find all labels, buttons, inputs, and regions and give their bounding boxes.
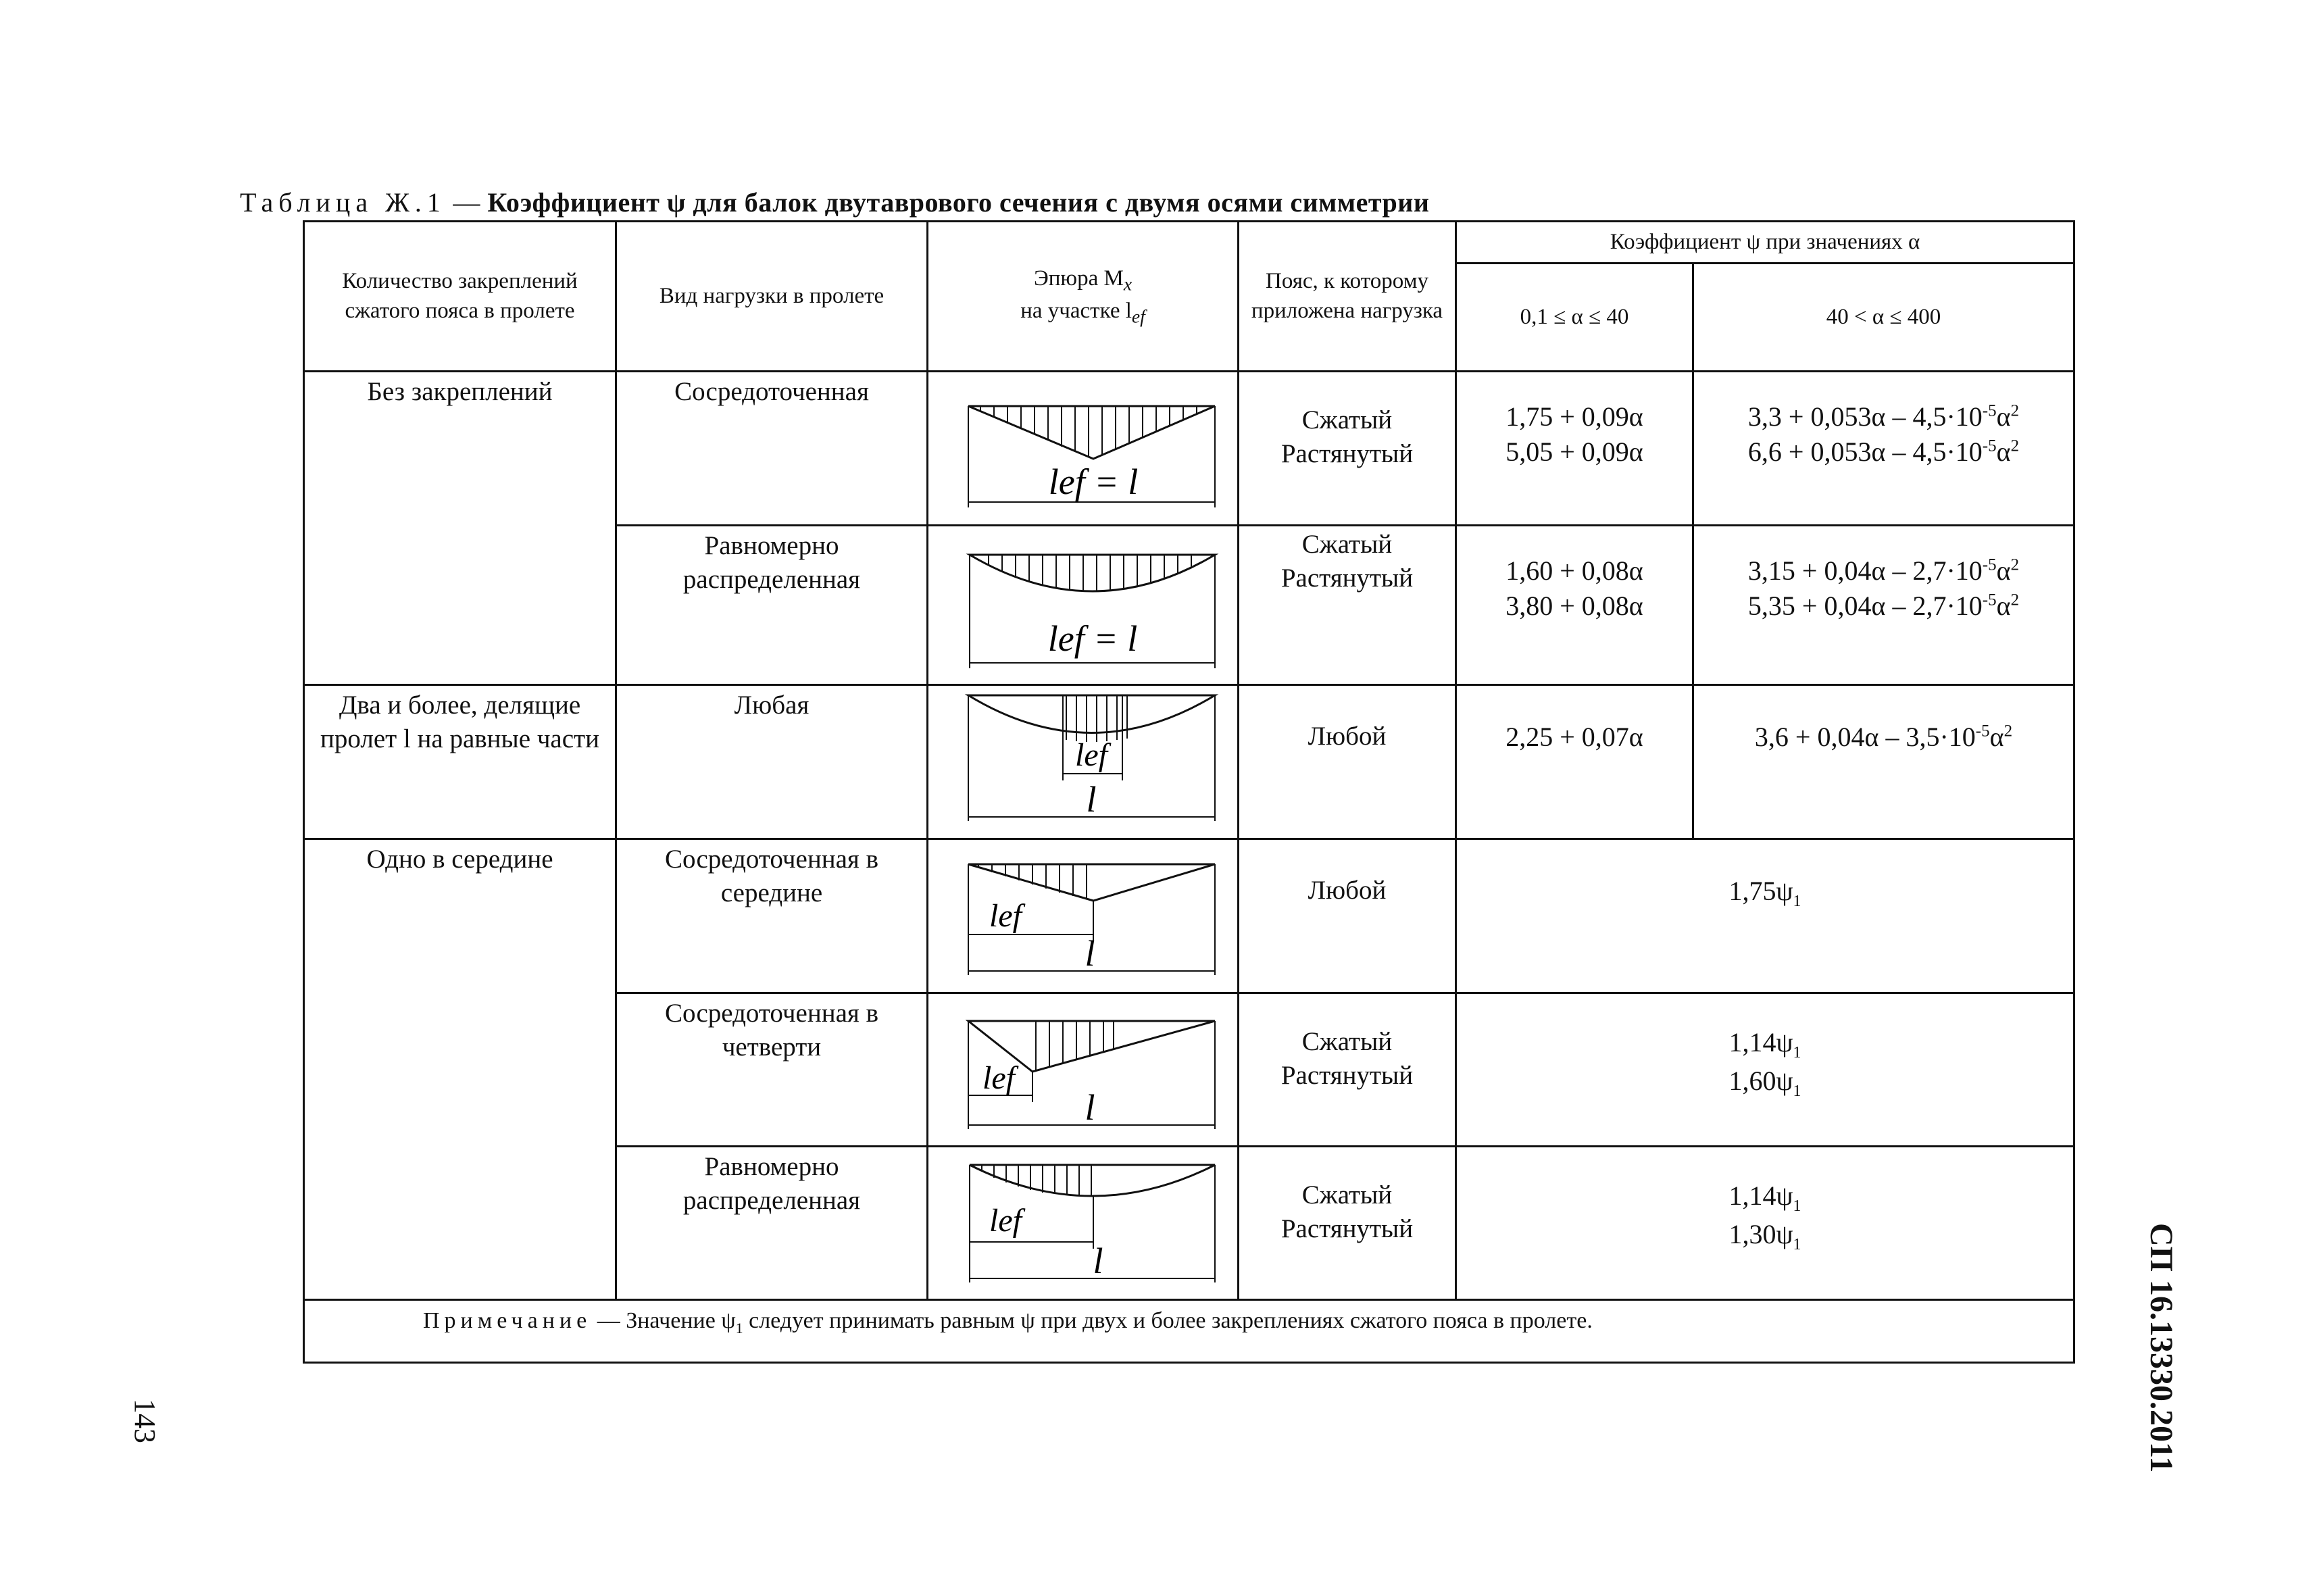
cell-diagram-r6 <box>928 1147 1239 1300</box>
cell-coef-b-r3: $3,6 + 0,04\alpha - 3,5\cdot 10^{-5}\alpha^2$ <box>1693 685 2074 839</box>
cell-belt-r1: Сжатый Растянутый <box>1239 372 1456 526</box>
cell-coef-r6: $1,14\psi_1$ $1,30\psi_1$ <box>1456 1147 2074 1300</box>
cell-fixings-none: Без закреплений <box>304 372 616 685</box>
cell-load-r5: Сосредоточенная в четверти <box>616 993 928 1147</box>
cell-coef-r4: $1,75\psi_1$ <box>1456 839 2074 993</box>
diagram-l-r4: l <box>1084 933 1095 974</box>
diagram-multiple-fixings <box>941 686 1225 837</box>
cell-diagram-r5 <box>928 993 1239 1147</box>
note-dash: — <box>591 1308 626 1333</box>
cell-belt-r4: Любой <box>1239 839 1456 993</box>
cell-fixings-one-center: Одно в середине <box>304 839 616 1300</box>
table-note <box>304 1300 2074 1363</box>
cell-coef-a-r2: 1,60 + 0,08α 3,80 + 0,08α <box>1456 526 1693 685</box>
diagram-lef-r3: lef <box>1074 737 1107 773</box>
document-code: СП 16.13330.2011 <box>2143 1223 2179 1473</box>
diagram-lef-r4: lef <box>989 898 1022 934</box>
diagram-lef-r5: lef <box>982 1060 1015 1096</box>
cell-load-r4: Сосредоточенная в середине <box>616 839 928 993</box>
header-coefficient: Коэффициент ψ при значениях α <box>1456 222 2074 264</box>
caption-title: Коэффициент ψ для балок двутаврового сечения с двумя осями симметрии <box>487 187 1430 218</box>
diagram-concentrated-center-half <box>941 840 1225 991</box>
cell-coef-b-r1: $3,3 + 0,053\alpha - 4,5\cdot 10^{-5}\alpha^2$ $6,6 + 0,053\alpha - 4,5\cdot 10^{-5}\alpha^2$ <box>1693 372 2074 526</box>
header-fixings-count: Количество закреплений сжатого пояса в пролете <box>304 222 616 372</box>
coefficient-table <box>303 220 2075 1364</box>
header-belt: Пояс, к которому приложена нагрузка <box>1239 222 1456 372</box>
diagram-lef-r6: lef <box>989 1203 1022 1239</box>
caption-dash: — <box>445 187 488 218</box>
diagram-l-r5: l <box>1084 1087 1095 1128</box>
header-load-type: Вид нагрузки в пролете <box>616 222 928 372</box>
cell-load-r6: Равномерно распределенная <box>616 1147 928 1300</box>
diagram-concentrated-quarter <box>941 994 1225 1145</box>
diagram-label-r2: lef = l <box>1047 618 1137 659</box>
cell-belt-r5: Сжатый Растянутый <box>1239 993 1456 1147</box>
cell-coef-a-r3: 2,25 + 0,07α <box>1456 685 1693 839</box>
cell-belt-r6: Сжатый Растянутый <box>1239 1147 1456 1300</box>
diagram-concentrated-center <box>941 372 1225 524</box>
cell-coef-r5: $1,14\psi_1$ $1,60\psi_1$ <box>1456 993 2074 1147</box>
diagram-uniform-load-quarter <box>941 1147 1225 1299</box>
page-number: 143 <box>128 1399 161 1443</box>
note-label: Примечание <box>423 1308 592 1333</box>
cell-belt-r2: Сжатый Растянутый <box>1239 526 1456 685</box>
cell-diagram-r2 <box>928 526 1239 685</box>
note-text: Значение $\psi_1$ следует принимать равным ψ при двух и более закреплениях сжатого пояса в пролете. <box>626 1308 1593 1337</box>
caption-label: Таблица Ж.1 <box>240 187 446 218</box>
cell-load-r2: Равномерно распределенная <box>616 526 928 685</box>
cell-diagram-r3 <box>928 685 1239 839</box>
cell-coef-b-r2: $3,15 + 0,04\alpha - 2,7\cdot 10^{-5}\alpha^2$ $5,35 + 0,04\alpha - 2,7\cdot 10^{-5}\alpha^2$ <box>1693 526 2074 685</box>
table-caption <box>240 186 1429 218</box>
diagram-l-r6: l <box>1092 1241 1103 1281</box>
cell-belt-r3: Любой <box>1239 685 1456 839</box>
cell-fixings-two-or-more: Два и более, делящие пролет l на равные части <box>304 685 616 839</box>
diagram-uniform-load <box>941 526 1225 683</box>
cell-load-r3: Любая <box>616 685 928 839</box>
cell-diagram-r4 <box>928 839 1239 993</box>
header-alpha-range-2: 40 < α ≤ 400 <box>1693 264 2074 372</box>
header-alpha-range-1: 0,1 ≤ α ≤ 40 <box>1456 264 1693 372</box>
diagram-l-r3: l <box>1085 779 1097 820</box>
diagram-label-r1: lef = l <box>1048 462 1138 502</box>
cell-load-r1: Сосредоточенная <box>616 372 928 526</box>
cell-coef-a-r1: 1,75 + 0,09α 5,05 + 0,09α <box>1456 372 1693 526</box>
cell-diagram-r1 <box>928 372 1239 526</box>
header-moment-diagram: Эпюра $M_x$ на участке $l_{ef}$ <box>928 222 1239 372</box>
